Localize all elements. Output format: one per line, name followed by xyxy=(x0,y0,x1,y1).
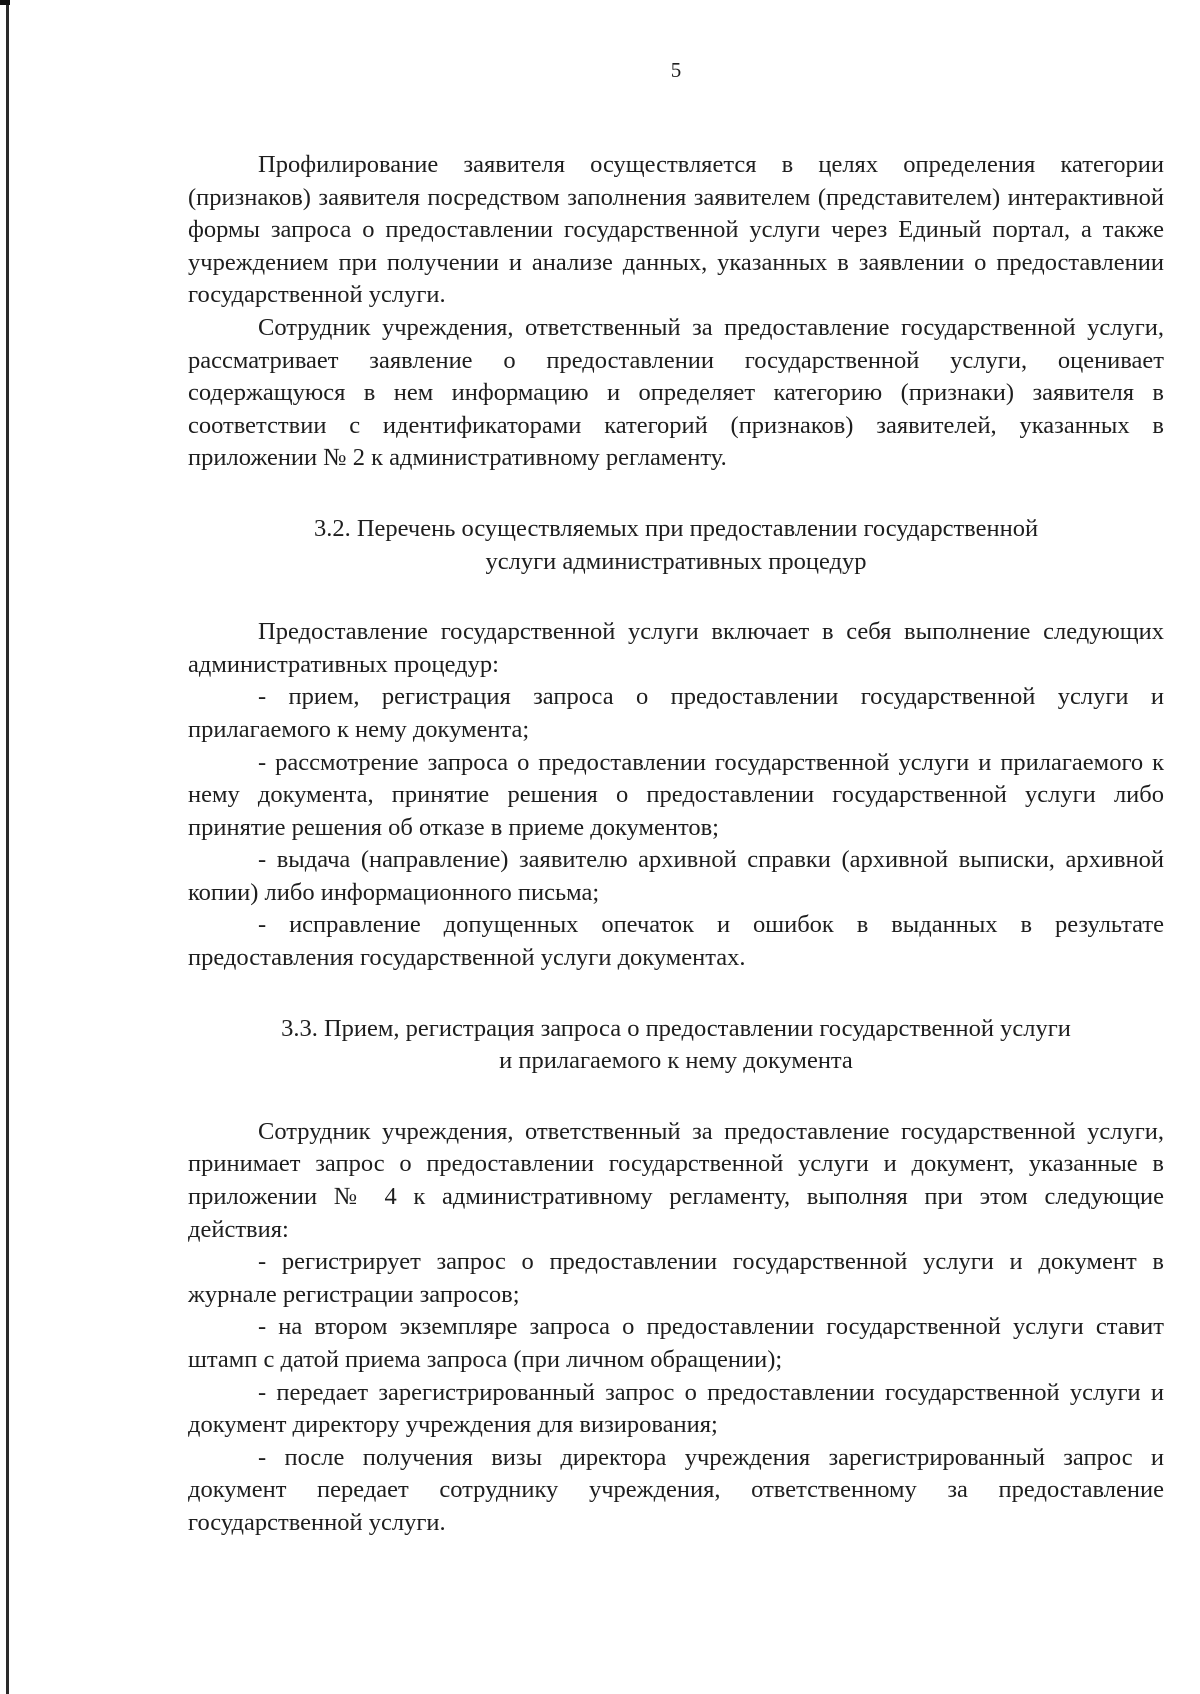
list-item: - исправление допущенных опечаток и ошибок в выданных в результате предоставления государственной услуги документах. xyxy=(188,911,1164,972)
paragraph: Сотрудник учреждения, ответственный за предоставление государственной услуги, рассматривает заявление о предоставлении государственной услуги, оценивает содержащуюся в нем информацию и определяет категорию (признаки) заявителя в соответствии с идентификаторами категорий (признаков) заявителей, указанных в приложении № 2 к административному регламенту. xyxy=(188,313,1164,472)
section-heading-3-2 xyxy=(188,513,1164,578)
section-procedures-list xyxy=(188,616,1164,975)
list-item: - после получения визы директора учреждения зарегистрированный запрос и документ передает сотруднику учреждения, ответственному за предоставление государственной услуги. xyxy=(188,1443,1164,1536)
list-item: - регистрирует запрос о предоставлении государственной услуги и документ в журнале регистрации запросов; xyxy=(188,1248,1164,1308)
section-profiling xyxy=(188,149,1164,475)
paragraph: Сотрудник учреждения, ответственный за предоставление государственной услуги, принимает запрос о предоставлении государственной услуги и документ, указанные в приложении № 4 к административному регламенту, выполняя при этом следующие действия: xyxy=(188,1117,1164,1243)
paragraph: Профилирование заявителя осуществляется в целях определения категории (признаков) заявителя посредством заполнения заявителем (представителем) интерактивной формы запроса о предоставлении государственной услуги через Единый портал, а также учреждением при получении и анализе данных, указанных в заявлении о предоставлении государственной услуги. xyxy=(188,151,1164,309)
list-item: - рассмотрение запроса о предоставлении государственной услуги и прилагаемого к нему документа, принятие решения о предоставлении государственной услуги либо принятие решения об отказе в приеме документов; xyxy=(188,748,1164,841)
heading-line: 3.3. Прием, регистрация запроса о предоставлении государственной услуги xyxy=(281,1014,1071,1042)
document-page xyxy=(188,58,1164,1540)
paragraph: Предоставление государственной услуги включает в себя выполнение следующих административных процедур: xyxy=(188,618,1164,678)
page-number: 5 xyxy=(670,58,682,82)
scan-corner-mark xyxy=(0,0,10,5)
list-item: - передает зарегистрированный запрос о предоставлении государственной услуги и документ директору учреждения для визирования; xyxy=(188,1378,1164,1439)
heading-line: услуги административных процедур xyxy=(485,547,867,575)
list-item: - выдача (направление) заявителю архивной справки (архивной выписки, архивной копии) либо информационного письма; xyxy=(188,846,1164,906)
heading-line: 3.2. Перечень осуществляемых при предоставлении государственной xyxy=(313,514,1039,542)
scan-left-edge xyxy=(6,0,9,1694)
section-registration xyxy=(188,1116,1164,1540)
heading-line: и прилагаемого к нему документа xyxy=(499,1047,853,1075)
list-item: - прием, регистрация запроса о предоставлении государственной услуги и прилагаемого к нему документа; xyxy=(188,683,1164,743)
list-item: - на втором экземпляре запроса о предоставлении государственной услуги ставит штамп с датой приема запроса (при личном обращении); xyxy=(188,1313,1164,1373)
section-heading-3-3 xyxy=(188,1013,1164,1078)
